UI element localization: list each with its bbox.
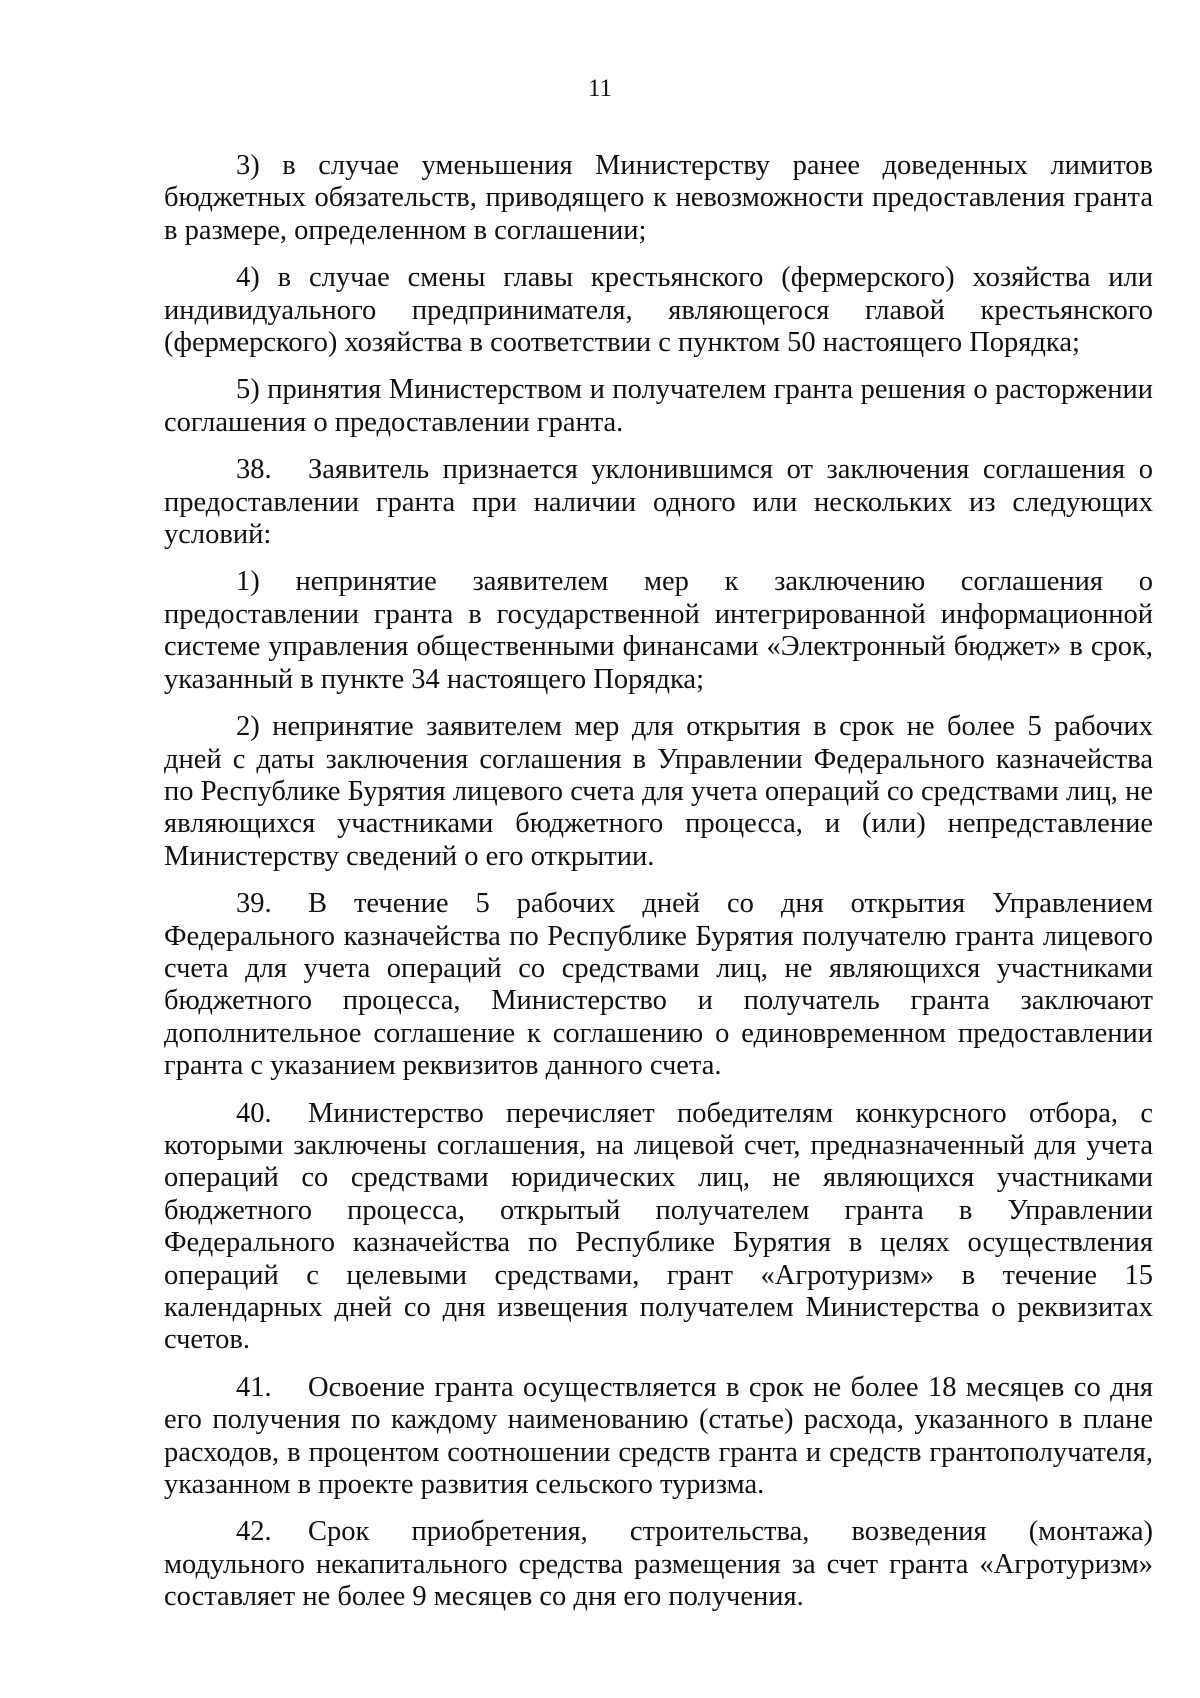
clause-number: 40. [236,1097,272,1129]
paragraph-clause-38 [164,454,1153,551]
paragraph-clause-39 [164,888,1153,1082]
paragraph-text: 3) в случае уменьшения Министерству ранее доведенных лимитов бюджетных обязательств, приводящего к невозможности предоставления гранта в размере, определенном в соглашении; [164,150,1153,246]
page-number: 11 [587,75,613,102]
clause-number: 38. [236,454,272,486]
paragraph-condition-1 [164,566,1153,696]
paragraph-text: Министерство перечисляет победителям конкурсного отбора, с которыми заключены соглашения, на лицевой счет, предназначенный для учета операций со средствами юридических лиц, не являющихся участниками бюджетного процесса, открытый получателем гранта в Управлении Федерального казначейства по Республике Бурятия в целях осуществления операций с целевыми средствами, грант «Агротуризм» в течение 15 календарных дней со дня извещения получателем Министерства о реквизитах счетов. [164,1097,1153,1356]
paragraph-text: 1) непринятие заявителем мер к заключению соглашения о предоставлении гранта в государственной интегрированной информационной системе управления общественными финансами «Электронный бюджет» в срок, указанный в пункте 34 настоящего Порядка; [164,566,1153,695]
paragraph-text: Освоение гранта осуществляется в срок не более 18 месяцев со дня его получения по каждому наименованию (статье) расхода, указанного в плане расходов, в процентом соотношении средств гранта и средств грантополучателя, указанном в проекте развития сельского туризма. [164,1371,1153,1501]
paragraph-text: В течение 5 рабочих дней со дня открытия Управлением Федерального казначейства по Республике Бурятия получателю гранта лицевого счета для учета операций со средствами лиц, не являющихся участниками бюджетного процесса, Министерство и получатель гранта заключают дополнительное соглашение к соглашению о единовременном предоставлении гранта с указанием реквизитов данного счета. [164,888,1153,1082]
clause-number: 42. [236,1516,272,1548]
paragraph-text: Срок приобретения, строительства, возведения (монтажа) модульного некапитального средства размещения за счет гранта «Агротуризм» составляет не более 9 месяцев со дня его получения. [164,1516,1153,1613]
clause-number: 41. [236,1371,272,1403]
paragraph-clause-41 [164,1372,1153,1502]
paragraph-condition-2 [164,711,1153,873]
paragraph-clause-40 [164,1098,1153,1357]
paragraph-text: Заявитель признается уклонившимся от заключения соглашения о предоставлении гранта при наличии одного или нескольких из следующих условий: [164,454,1153,551]
paragraph-text: 2) непринятие заявителем мер для открытия в срок не более 5 рабочих дней с даты заключения соглашения в Управлении Федерального казначейства по Республике Бурятия лицевого счета для учета операций со средствами лиц, не являющихся участниками бюджетного процесса, и (или) непредставление Министерству сведений о его открытии. [164,711,1153,872]
document-body [164,150,1153,1629]
paragraph-text: 4) в случае смены главы крестьянского (фермерского) хозяйства или индивидуального предпринимателя, являющегося главой крестьянского (фермерского) хозяйства в соответствии с пунктом 50 настоящего Порядка; [164,262,1153,359]
paragraph-text: 5) принятия Министерством и получателем гранта решения о расторжении соглашения о предоставлении гранта. [164,374,1153,438]
clause-number: 39. [236,888,272,920]
paragraph-item-4 [164,262,1153,359]
paragraph-item-5 [164,374,1153,439]
paragraph-clause-42 [164,1516,1153,1613]
paragraph-item-3 [164,150,1153,247]
